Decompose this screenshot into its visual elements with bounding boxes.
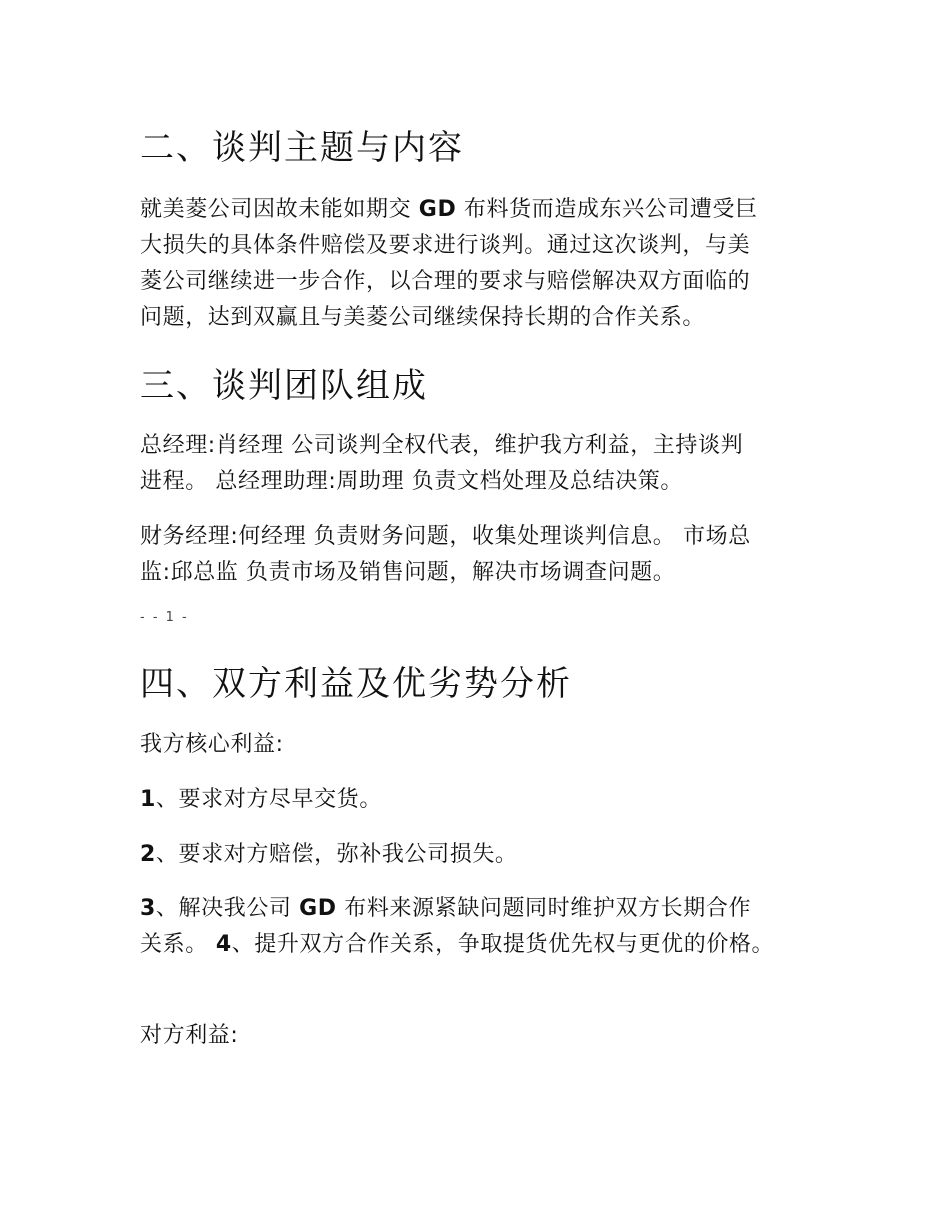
paragraph-line: 监:邱总监 负责市场及销售问题，解决市场调查问题。 bbox=[140, 560, 676, 585]
section-heading-2: 二、谈判主题与内容 bbox=[140, 128, 464, 168]
list-item: 2、要求对方赔偿，弥补我公司损失。 bbox=[140, 842, 518, 867]
team-paragraph-1 bbox=[140, 428, 743, 500]
our-interests-label: 我方核心利益: bbox=[140, 732, 284, 757]
section-heading-3: 三、谈判团队组成 bbox=[140, 366, 428, 406]
paragraph-line: 财务经理:何经理 负责财务问题，收集处理谈判信息。 市场总 bbox=[140, 524, 751, 549]
paragraph-line: 3、解决我公司 GD 布料来源紧缺问题同时维护双方长期合作 bbox=[140, 896, 752, 921]
paragraph-line: 菱公司继续进一步合作，以合理的要求与赔偿解决双方面临的 bbox=[140, 269, 751, 294]
team-paragraph-2 bbox=[140, 519, 751, 591]
paragraph-line: 问题，达到双赢且与美菱公司继续保持长期的合作关系。 bbox=[140, 305, 706, 330]
page-number: - - 1 - bbox=[140, 610, 189, 625]
list-item: 1、要求对方尽早交货。 bbox=[140, 787, 382, 812]
paragraph-line: 关系。 4、提升双方合作关系，争取提货优先权与更优的价格。 bbox=[140, 932, 775, 957]
paragraph-line: 进程。 总经理助理:周助理 负责文档处理及总结决策。 bbox=[140, 469, 683, 494]
paragraph-line: 就美菱公司因故未能如期交 GD 布料货而造成东兴公司遭受巨 bbox=[140, 197, 758, 222]
their-interests-label: 对方利益: bbox=[140, 1023, 239, 1048]
list-item bbox=[140, 891, 774, 963]
paragraph-line: 总经理:肖经理 公司谈判全权代表，维护我方利益，主持谈判 bbox=[140, 433, 744, 458]
section-heading-4: 四、双方利益及优劣势分析 bbox=[140, 664, 572, 704]
section-2-paragraph bbox=[140, 192, 758, 336]
paragraph-line: 大损失的具体条件赔偿及要求进行谈判。通过这次谈判，与美 bbox=[140, 233, 751, 258]
